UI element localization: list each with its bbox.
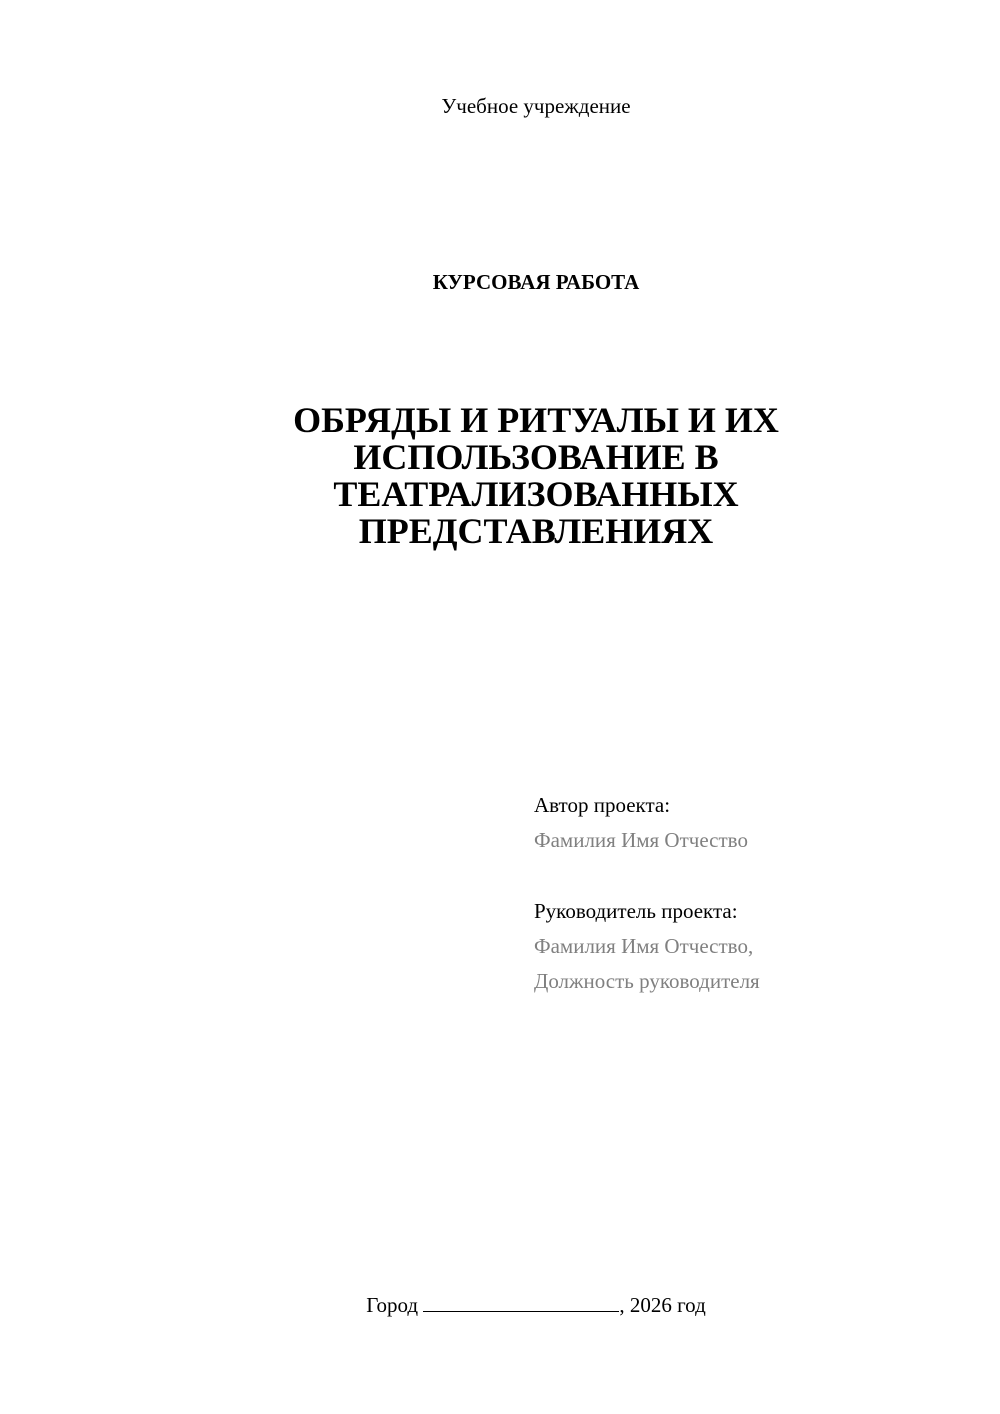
supervisor-position: Должность руководителя	[534, 969, 760, 993]
title-line: ОБРЯДЫ И РИТУАЛЫ И ИХ	[293, 400, 779, 440]
credits-spacer	[534, 858, 954, 894]
document-title	[200, 402, 872, 550]
title-line: ПРЕДСТАВЛЕНИЯХ	[358, 511, 714, 551]
city-blank-line	[423, 1292, 619, 1312]
credits-block	[534, 788, 954, 999]
city-label: Город	[366, 1293, 419, 1317]
supervisor-name: Фамилия Имя Отчество,	[534, 934, 754, 958]
work-type-heading: КУРСОВАЯ РАБОТА	[432, 270, 640, 294]
author-label: Автор проекта:	[534, 793, 671, 817]
year-label: , 2026 год	[619, 1293, 706, 1317]
institution-name: Учебное учреждение	[441, 94, 631, 118]
author-name: Фамилия Имя Отчество	[534, 828, 748, 852]
supervisor-label: Руководитель проекта:	[534, 899, 738, 923]
title-line: ИСПОЛЬЗОВАНИЕ В	[353, 437, 719, 477]
footer-city-year	[200, 1291, 872, 1319]
title-line: ТЕАТРАЛИЗОВАННЫХ	[333, 474, 739, 514]
